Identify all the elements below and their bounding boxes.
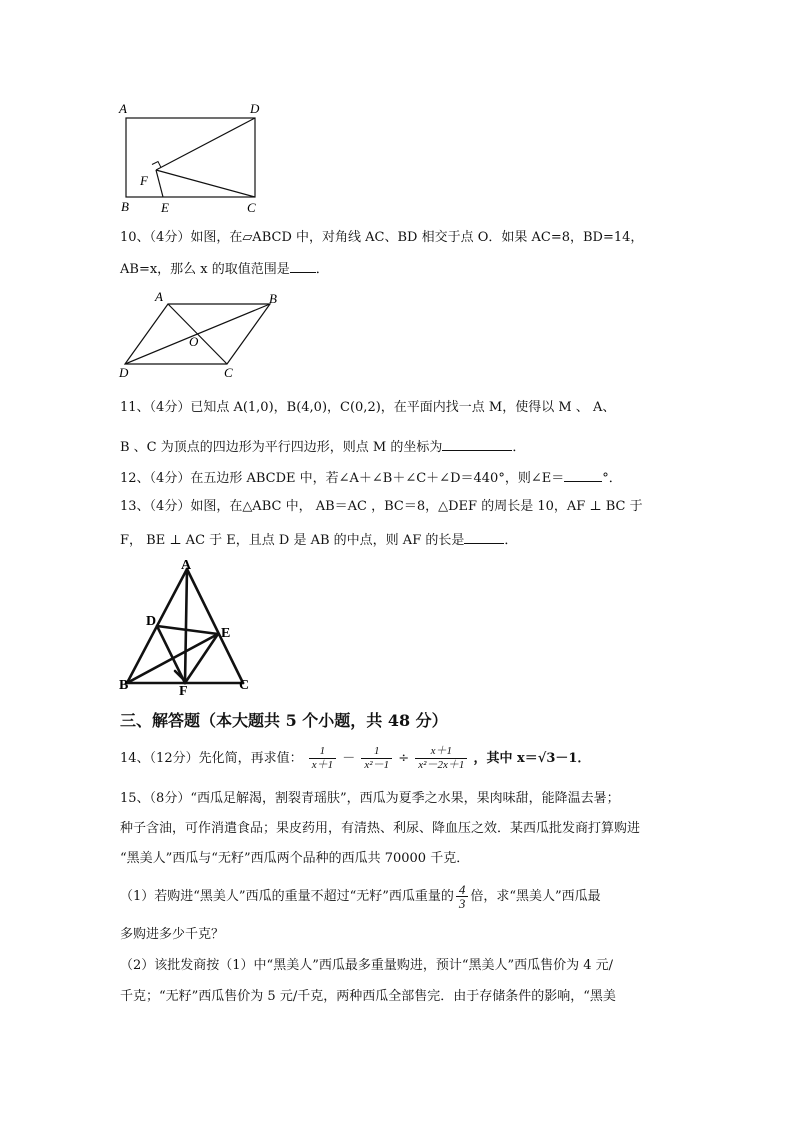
- label-A: A: [155, 289, 163, 304]
- denominator: 3: [458, 896, 466, 911]
- label-C: C: [224, 365, 233, 380]
- fraction-4-3: [456, 883, 469, 910]
- label-O: O: [189, 334, 199, 349]
- q10-line2: [120, 258, 329, 280]
- numerator: 1: [309, 745, 336, 759]
- q15-part1-line1: [120, 880, 601, 914]
- q15-part1-line2: 多购进多少千克？: [120, 927, 225, 942]
- label-B: B: [121, 199, 129, 214]
- q12-text: 12、（4分）在五边形 ABCDE 中，若∠A＋∠B＋∠C＋∠D＝440°，则∠E＝: [120, 471, 565, 486]
- fraction-1: [309, 745, 336, 772]
- numerator: 4: [456, 883, 469, 897]
- numerator: x＋1: [415, 745, 467, 759]
- label-A: A: [119, 101, 127, 116]
- q15-line1: 15、（8分）“西瓜足解渴，割裂青瑶肤”，西瓜为夏季之水果，果肉味甜，能降温去暑；: [120, 791, 620, 806]
- label-F: F: [179, 684, 188, 695]
- fraction-3: [415, 745, 467, 772]
- label-D: D: [250, 101, 260, 116]
- q14-line: [120, 744, 590, 774]
- section-heading: 三、解答题（本大题共 5 个小题，共 48 分）: [120, 711, 448, 730]
- denominator: x²－2x＋1: [418, 759, 465, 771]
- q13-end: ．: [504, 533, 518, 548]
- q15-part1-text-end: 倍，求“黑美人”西瓜最: [470, 889, 601, 904]
- q14-suffix: ，其中 x＝√3－1．: [473, 751, 591, 766]
- q11-text: B 、C 为顶点的四边形为平行四边形，则点 M 的坐标为: [120, 440, 443, 455]
- numerator: 1: [361, 745, 392, 759]
- q11-end: ．: [512, 440, 526, 455]
- denominator: x²－1: [364, 759, 390, 771]
- figure-parallelogram: [115, 288, 290, 384]
- q12-line: [120, 467, 622, 489]
- answer-blank: [464, 529, 504, 544]
- q15-part1-text: （1）若购进“黑美人”西瓜的重量不超过“无籽”西瓜重量的: [120, 889, 454, 904]
- q15-part2-line1: （2）该批发商按（1）中“黑美人”西瓜最多重量购进，预计“黑美人”西瓜售价为 4 元/: [120, 958, 614, 973]
- fraction-2: [361, 745, 392, 772]
- label-E: E: [221, 626, 231, 641]
- label-A: A: [181, 558, 192, 573]
- q10-line1: 10、（4分）如图，在▱ABCD 中，对角线 AC、BD 相交于点 O．如果 AC=8，BD=14，: [120, 230, 644, 245]
- divide-sign: ÷: [398, 751, 410, 766]
- q13-line1: 13、（4分）如图，在△ABC 中， AB＝AC ，BC＝8，△DEF 的周长是 10，AF ⊥ BC 于: [120, 499, 643, 514]
- answer-blank: [290, 258, 316, 273]
- label-C: C: [247, 200, 256, 215]
- q12-end: °．: [602, 471, 622, 486]
- denominator: x＋1: [311, 759, 334, 771]
- label-D: D: [119, 365, 129, 380]
- label-C: C: [239, 678, 250, 693]
- q15-line2: 种子含油，可作消遣食品；果皮药用，有清热、利尿、降血压之效．某西瓜批发商打算购进: [120, 821, 641, 836]
- q11-line1: 11、（4分）已知点 A(1,0)，B(4,0)，C(0,2)，在平面内找一点 M，使得以 M 、 A、: [120, 400, 616, 415]
- label-D: D: [146, 614, 157, 629]
- q10-end: ．: [315, 262, 329, 277]
- label-F: F: [140, 173, 148, 188]
- q13-line2: [120, 529, 517, 551]
- q13-text: F， BE ⊥ AC 于 E，且点 D 是 AB 的中点，则 AF 的长是: [120, 533, 465, 548]
- q15-line3: “黑美人”西瓜与“无籽”西瓜两个品种的西瓜共 70000 千克．: [120, 851, 470, 866]
- q14-prefix: 14、（12分）先化简，再求值：: [120, 751, 303, 766]
- q15-part2-line2: 千克；“无籽”西瓜售价为 5 元/千克，两种西瓜全部售完．由于存储条件的影响，“黑美: [120, 989, 616, 1004]
- label-B: B: [269, 291, 277, 306]
- label-E: E: [161, 200, 169, 215]
- answer-blank: [442, 436, 512, 451]
- q10-text: AB=x，那么 x 的取值范围是: [120, 262, 290, 277]
- answer-blank: [564, 467, 602, 482]
- figure-triangle: [115, 555, 260, 695]
- q11-line2: [120, 436, 525, 458]
- figure-rectangle: [110, 98, 280, 220]
- minus-sign: －: [342, 751, 356, 766]
- label-B: B: [119, 678, 129, 693]
